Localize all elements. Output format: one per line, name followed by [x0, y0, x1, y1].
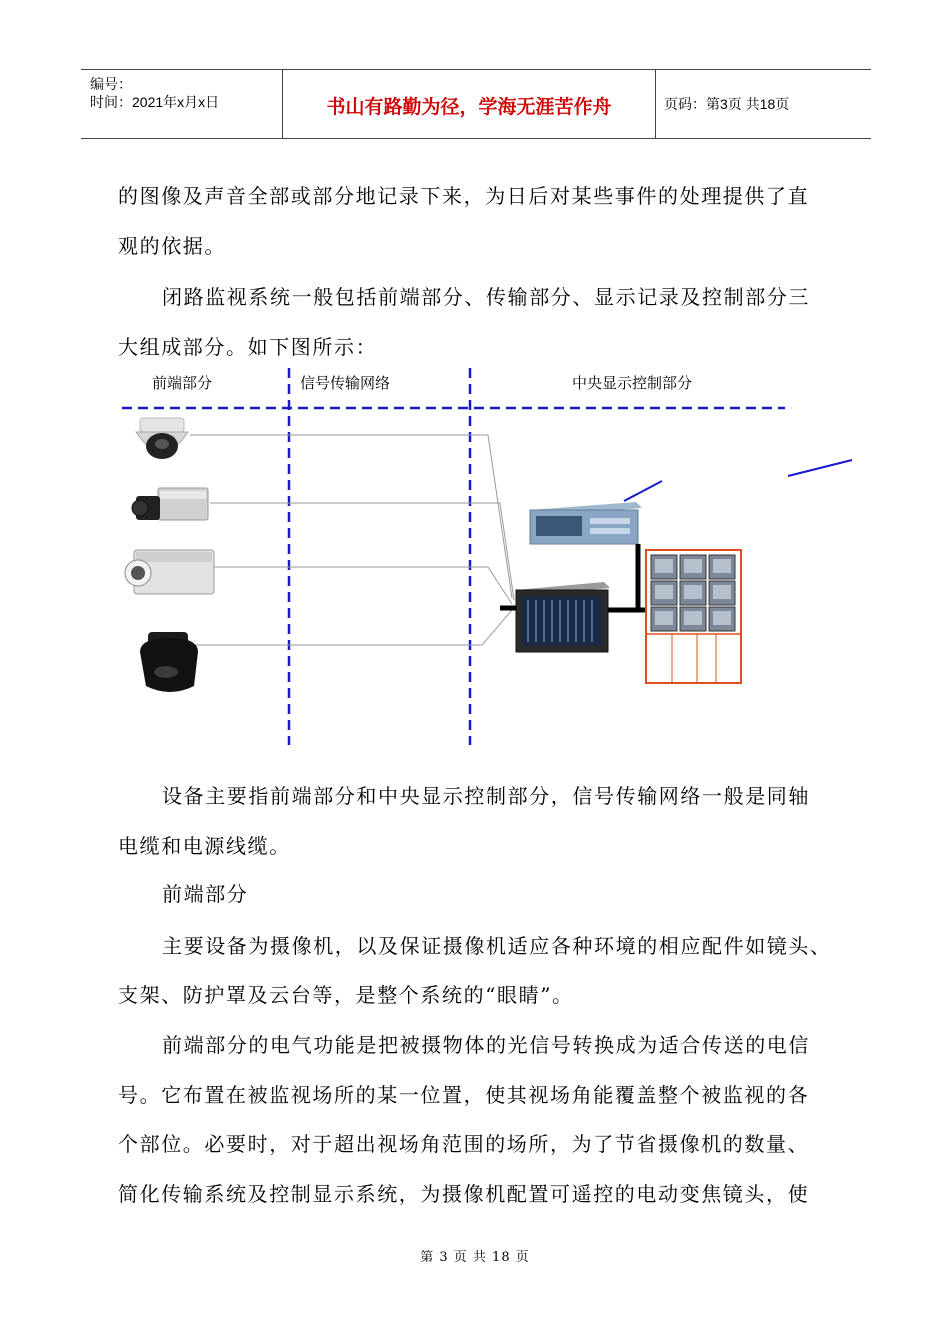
- header-page-cell: [655, 70, 871, 138]
- paragraph-line: 电缆和电源线缆。: [118, 834, 291, 858]
- box-camera-icon: [132, 488, 208, 520]
- paragraph-line: 简化传输系统及控制显示系统，为摄像机配置可遥控的电动变焦镜头，使: [118, 1182, 810, 1206]
- paragraph-line: 主要设备为摄像机，以及保证摄像机适应各种环境的相应配件如镜头、: [162, 934, 832, 958]
- paragraph-line: 号。它布置在被监视场所的某一位置，使其视场角能覆盖整个被监视的各: [118, 1083, 810, 1107]
- section-heading: 前端部分: [162, 882, 249, 906]
- header-page-info: 页码：第3页 共18页: [664, 96, 790, 112]
- header-left-cell: [81, 70, 282, 138]
- callout-line: [788, 460, 852, 476]
- header-motto-cell: [282, 70, 656, 138]
- header-motto: 书山有路勤为径，学海无涯苦作舟: [326, 96, 612, 118]
- diagram-label-network: 信号传输网络: [300, 375, 391, 392]
- dome-camera-icon: [136, 418, 188, 459]
- monitor-wall-icon: [646, 550, 741, 683]
- paragraph-line: 个部位。必要时，对于超出视场角范围的场所，为了节省摄像机的数量、: [118, 1132, 810, 1156]
- paragraph-line: 大组成部分。如下图所示：: [118, 335, 378, 359]
- time-label: 时间：2021年x月x日: [90, 94, 220, 110]
- paragraph-line: 前端部分的电气功能是把被摄物体的光信号转换成为适合传送的电信: [162, 1033, 810, 1057]
- paragraph-line: 观的依据。: [118, 234, 226, 258]
- diagram-graphics: [0, 360, 950, 760]
- cable-lines: [190, 435, 514, 645]
- callout-line: [624, 481, 662, 501]
- diagram-label-control: 中央显示控制部分: [572, 375, 693, 392]
- cctv-system-diagram: [0, 360, 950, 760]
- dvr-recorder-icon: [530, 502, 642, 544]
- paragraph-line: 设备主要指前端部分和中央显示控制部分，信号传输网络一般是同轴: [162, 784, 810, 808]
- matrix-switcher-icon: [516, 582, 610, 652]
- ptz-camera-icon: [140, 632, 198, 692]
- diagram-label-front: 前端部分: [152, 375, 213, 392]
- page-footer: 第 3 页 共 18 页: [420, 1250, 530, 1265]
- number-label: 编号：: [90, 76, 132, 92]
- paragraph-line: 闭路监视系统一般包括前端部分、传输部分、显示记录及控制部分三: [162, 285, 810, 309]
- paragraph-line: 支架、防护罩及云台等，是整个系统的“眼睛”。: [118, 983, 574, 1007]
- paragraph-line: 的图像及声音全部或部分地记录下来，为日后对某些事件的处理提供了直: [118, 184, 810, 208]
- box-camera-white-icon: [125, 550, 214, 594]
- page-header: [81, 69, 871, 139]
